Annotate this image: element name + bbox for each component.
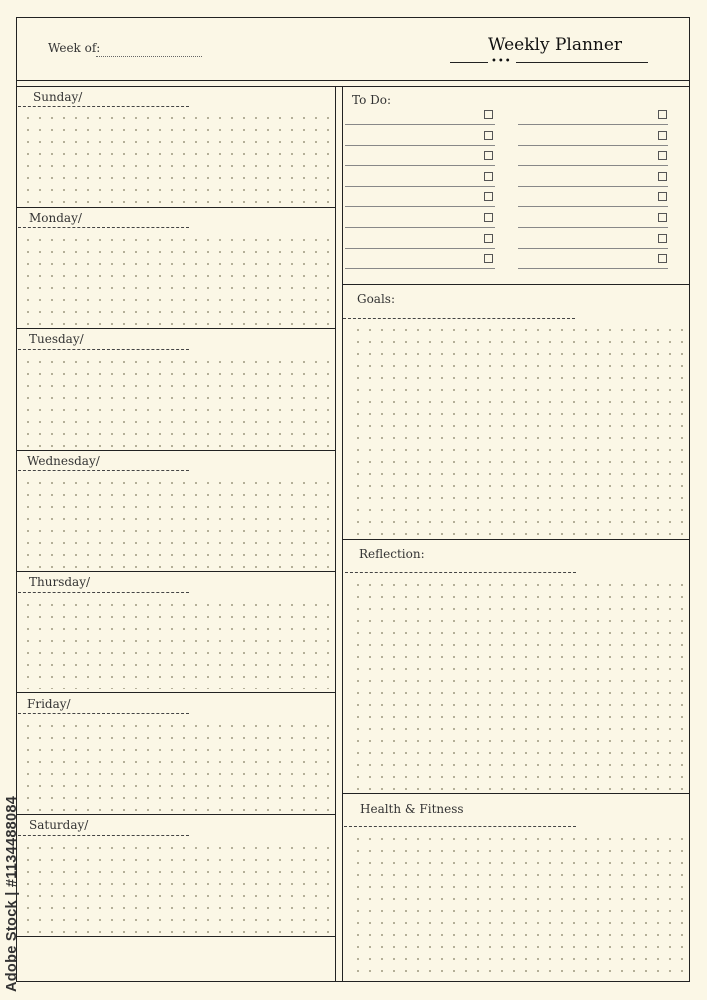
goals-underline <box>343 318 575 319</box>
todo-checkbox[interactable] <box>658 254 667 263</box>
todo-checkbox[interactable] <box>658 131 667 140</box>
todo-line[interactable] <box>345 165 495 166</box>
reflection-title: Reflection: <box>359 547 425 561</box>
day-underline <box>18 713 189 714</box>
title-rule-right <box>516 62 648 63</box>
goals-title: Goals: <box>357 292 396 306</box>
header-divider <box>16 80 690 81</box>
day-divider <box>16 814 335 815</box>
todo-divider <box>342 284 690 285</box>
todo-line[interactable] <box>345 268 495 269</box>
todo-line[interactable] <box>518 165 668 166</box>
day-divider <box>16 936 335 937</box>
todo-line[interactable] <box>518 268 668 269</box>
todo-line[interactable] <box>518 227 668 228</box>
day-label: Thursday/ <box>29 575 91 589</box>
todo-checkbox[interactable] <box>658 234 667 243</box>
dot-grid[interactable] <box>20 475 332 568</box>
week-of-label: Week of: <box>48 41 101 55</box>
todo-checkbox[interactable] <box>484 192 493 201</box>
todo-checkbox[interactable] <box>658 213 667 222</box>
dot-grid[interactable] <box>20 354 332 447</box>
todo-line[interactable] <box>345 248 495 249</box>
column-divider-left <box>335 86 336 982</box>
todo-checkbox[interactable] <box>484 151 493 160</box>
day-label: Sunday/ <box>33 90 83 104</box>
day-underline <box>18 835 189 836</box>
day-label: Saturday/ <box>29 818 89 832</box>
goals-dot-grid[interactable] <box>350 322 686 536</box>
todo-checkbox[interactable] <box>658 110 667 119</box>
todo-line[interactable] <box>518 206 668 207</box>
day-divider <box>16 450 335 451</box>
todo-line[interactable] <box>518 145 668 146</box>
todo-checkbox[interactable] <box>658 192 667 201</box>
health-dot-grid[interactable] <box>350 831 686 977</box>
todo-line[interactable] <box>518 248 668 249</box>
column-divider-right <box>342 86 343 982</box>
day-divider <box>16 692 335 693</box>
todo-checkbox[interactable] <box>484 110 493 119</box>
day-underline <box>18 349 189 350</box>
title-ornament: ••• <box>491 56 512 67</box>
reflection-dot-grid[interactable] <box>350 577 686 790</box>
health-underline <box>344 826 576 827</box>
todo-line[interactable] <box>345 124 495 125</box>
dot-grid[interactable] <box>20 232 332 325</box>
todo-checkbox[interactable] <box>658 151 667 160</box>
day-label: Friday/ <box>27 697 71 711</box>
day-underline <box>18 227 189 228</box>
todo-checkbox[interactable] <box>484 172 493 181</box>
todo-line[interactable] <box>345 206 495 207</box>
reflection-divider <box>342 793 690 794</box>
title-rule-left <box>450 62 488 63</box>
health-title: Health & Fitness <box>360 802 464 816</box>
todo-line[interactable] <box>345 227 495 228</box>
todo-checkbox[interactable] <box>484 234 493 243</box>
dot-grid[interactable] <box>20 718 332 811</box>
todo-checkbox[interactable] <box>484 213 493 222</box>
page-title: Weekly Planner <box>488 35 623 55</box>
goals-divider <box>342 539 690 540</box>
todo-checkbox[interactable] <box>484 131 493 140</box>
todo-line[interactable] <box>345 145 495 146</box>
day-label: Wednesday/ <box>27 454 100 468</box>
todo-checkbox[interactable] <box>484 254 493 263</box>
todo-line[interactable] <box>518 124 668 125</box>
day-underline <box>18 106 189 107</box>
todo-checkbox[interactable] <box>658 172 667 181</box>
dot-grid[interactable] <box>20 840 332 933</box>
todo-line[interactable] <box>345 186 495 187</box>
day-divider <box>16 571 335 572</box>
stock-watermark: Adobe Stock | #1134488084 <box>4 795 20 992</box>
dot-grid[interactable] <box>20 597 332 689</box>
day-divider <box>16 328 335 329</box>
todo-line[interactable] <box>518 186 668 187</box>
header-divider-2 <box>16 86 690 87</box>
reflection-underline <box>345 572 576 573</box>
week-of-field[interactable] <box>96 56 202 57</box>
dot-grid[interactable] <box>20 110 332 204</box>
day-underline <box>18 592 189 593</box>
day-label: Tuesday/ <box>29 332 84 346</box>
day-label: Monday/ <box>29 211 82 225</box>
todo-title: To Do: <box>352 93 391 107</box>
day-underline <box>18 470 189 471</box>
day-divider <box>16 207 335 208</box>
